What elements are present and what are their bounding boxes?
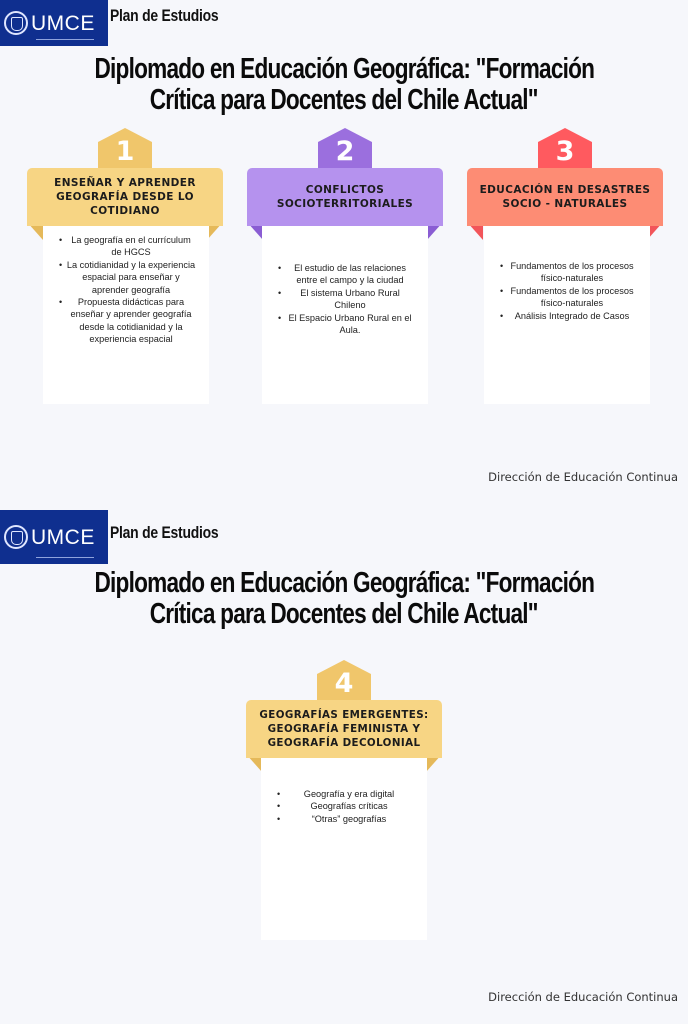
module-content bbox=[261, 758, 427, 940]
module-number: 3 bbox=[555, 136, 575, 167]
module-number: 1 bbox=[115, 136, 135, 167]
logo-text: UMCE bbox=[31, 11, 95, 35]
section-label: Plan de Estudios bbox=[110, 6, 219, 25]
list-item: • Fundamentos de los procesos físico-naturales bbox=[484, 285, 650, 310]
logo-tagline bbox=[36, 557, 94, 558]
list-item: • Geografías críticas bbox=[261, 800, 427, 812]
module-content bbox=[484, 226, 650, 404]
module-number-tab bbox=[98, 128, 152, 172]
logo-tagline bbox=[36, 39, 94, 40]
list-item: • La geografía en el currículum de HGCS bbox=[43, 234, 209, 259]
module-card-4 bbox=[246, 660, 442, 944]
list-item: • Análisis Integrado de Casos bbox=[484, 310, 650, 322]
footer-text: Dirección de Educación Continua bbox=[488, 470, 678, 484]
module-number-tab bbox=[538, 128, 592, 172]
umce-logo bbox=[0, 0, 108, 46]
module-content bbox=[43, 226, 209, 404]
module-title: GEOGRAFÍAS EMERGENTES: GEOGRAFÍA FEMINISTA Y GEOGRAFÍA DECOLONIAL bbox=[246, 700, 442, 758]
list-item: • Fundamentos de los procesos físico-naturales bbox=[484, 260, 650, 285]
list-item: • “Otras” geografías bbox=[261, 813, 427, 825]
logo-text: UMCE bbox=[31, 525, 95, 549]
title-line-2: Crítica para Docentes del Chile Actual" bbox=[149, 84, 538, 116]
list-item: • Geografía y era digital bbox=[261, 788, 427, 800]
topic-list bbox=[43, 234, 209, 346]
list-item: • Propuesta didácticas para enseñar y aprender geografía desde la cotidianidad y la experiencia espacial bbox=[43, 296, 209, 346]
module-number-tab bbox=[318, 128, 372, 172]
title-line-1: Diplomado en Educación Geográfica: "Formación bbox=[94, 567, 594, 599]
list-item: • El estudio de las relaciones entre el campo y la ciudad bbox=[262, 262, 428, 287]
list-item: • La cotidianidad y la experiencia espacial para enseñar y aprender geografía bbox=[43, 259, 209, 296]
module-title: CONFLICTOS SOCIOTERRITORIALES bbox=[247, 168, 443, 226]
topic-list bbox=[262, 262, 428, 336]
umce-logo bbox=[0, 510, 108, 564]
topic-list bbox=[261, 788, 427, 825]
university-seal-icon bbox=[4, 525, 28, 549]
module-title: ENSEÑAR Y APRENDER GEOGRAFÍA DESDE LO COTIDIANO bbox=[27, 168, 223, 226]
page-title bbox=[0, 568, 688, 630]
module-card-3 bbox=[467, 128, 663, 408]
title-line-1: Diplomado en Educación Geográfica: "Formación bbox=[94, 53, 594, 85]
page-2 bbox=[0, 508, 688, 1020]
title-line-2: Crítica para Docentes del Chile Actual" bbox=[149, 598, 538, 630]
list-item: • El Espacio Urbano Rural en el Aula. bbox=[262, 312, 428, 337]
page-title bbox=[0, 54, 688, 116]
list-item: • El sistema Urbano Rural Chileno bbox=[262, 287, 428, 312]
module-number: 2 bbox=[335, 136, 355, 167]
module-content bbox=[262, 226, 428, 404]
topic-list bbox=[484, 260, 650, 322]
module-number-tab bbox=[317, 660, 371, 704]
module-card-2 bbox=[247, 128, 443, 408]
module-title: EDUCACIÓN EN DESASTRES SOCIO - NATURALES bbox=[467, 168, 663, 226]
module-number: 4 bbox=[334, 668, 354, 699]
module-card-1 bbox=[27, 128, 223, 408]
footer-text: Dirección de Educación Continua bbox=[488, 990, 678, 1004]
section-label: Plan de Estudios bbox=[110, 523, 219, 542]
university-seal-icon bbox=[4, 11, 28, 35]
